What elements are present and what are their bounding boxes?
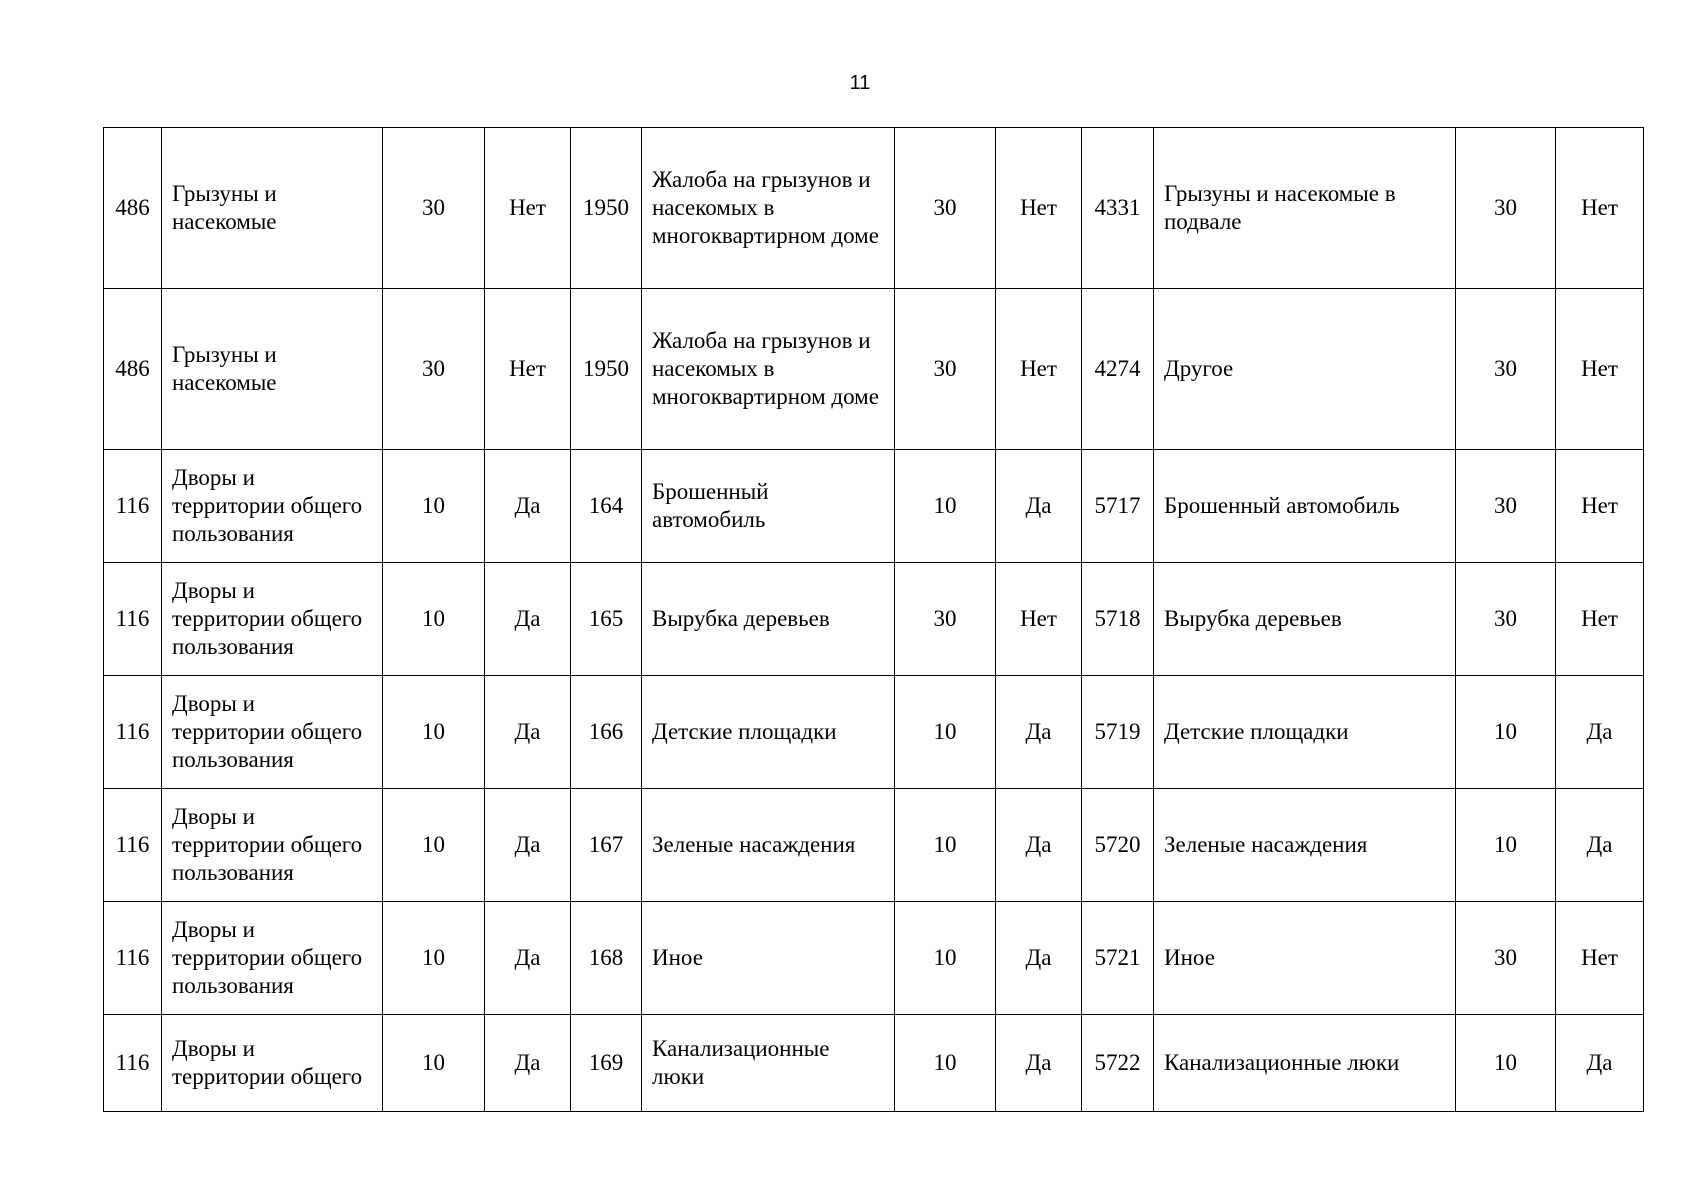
cell-days: 10 — [895, 902, 996, 1015]
table-row — [104, 563, 1644, 676]
cell-category: Грызуны и насекомые — [162, 289, 383, 450]
table-row — [104, 789, 1644, 902]
cell-topic: Грызуны и насекомые в подвале — [1154, 128, 1456, 289]
cell-subcategory: Детские площадки — [642, 676, 895, 789]
cell-days: 10 — [383, 676, 485, 789]
cell-flag: Нет — [1556, 902, 1644, 1015]
cell-flag: Нет — [485, 289, 571, 450]
cell-code: 167 — [571, 789, 642, 902]
cell-days: 10 — [895, 676, 996, 789]
cell-days: 10 — [1456, 1015, 1556, 1112]
cell-code: 164 — [571, 450, 642, 563]
cell-flag: Нет — [996, 563, 1082, 676]
cell-flag: Нет — [1556, 128, 1644, 289]
cell-code: 116 — [104, 563, 162, 676]
cell-days: 10 — [895, 789, 996, 902]
cell-subcategory: Брошенный автомобиль — [642, 450, 895, 563]
cell-days: 30 — [1456, 450, 1556, 563]
cell-days: 10 — [383, 450, 485, 563]
cell-days: 10 — [1456, 676, 1556, 789]
cell-code: 166 — [571, 676, 642, 789]
cell-code: 486 — [104, 128, 162, 289]
cell-code: 5718 — [1082, 563, 1154, 676]
cell-flag: Да — [485, 450, 571, 563]
cell-topic: Другое — [1154, 289, 1456, 450]
cell-days: 30 — [383, 128, 485, 289]
cell-flag: Да — [996, 450, 1082, 563]
cell-subcategory: Жалоба на грызунов и насекомых в многоквартирном доме — [642, 289, 895, 450]
cell-days: 10 — [895, 450, 996, 563]
cell-topic: Вырубка деревьев — [1154, 563, 1456, 676]
cell-flag: Да — [485, 563, 571, 676]
table-row — [104, 289, 1644, 450]
table-row — [104, 676, 1644, 789]
cell-category: Дворы и территории общего пользования — [162, 789, 383, 902]
cell-days: 10 — [383, 902, 485, 1015]
cell-days: 30 — [1456, 902, 1556, 1015]
cell-code: 5720 — [1082, 789, 1154, 902]
cell-days: 30 — [1456, 289, 1556, 450]
cell-code: 5722 — [1082, 1015, 1154, 1112]
cell-code: 1950 — [571, 289, 642, 450]
cell-flag: Нет — [485, 128, 571, 289]
cell-topic: Зеленые насаждения — [1154, 789, 1456, 902]
cell-code: 5719 — [1082, 676, 1154, 789]
cell-code: 169 — [571, 1015, 642, 1112]
cell-code: 116 — [104, 450, 162, 563]
cell-code: 5721 — [1082, 902, 1154, 1015]
cell-days: 10 — [1456, 789, 1556, 902]
cell-days: 10 — [383, 789, 485, 902]
cell-code: 486 — [104, 289, 162, 450]
cell-subcategory: Иное — [642, 902, 895, 1015]
cell-category: Дворы и территории общего пользования — [162, 902, 383, 1015]
table-row — [104, 1015, 1644, 1112]
cell-flag: Да — [1556, 1015, 1644, 1112]
cell-days: 30 — [895, 128, 996, 289]
cell-code: 4274 — [1082, 289, 1154, 450]
cell-subcategory: Жалоба на грызунов и насекомых в многоквартирном доме — [642, 128, 895, 289]
cell-code: 1950 — [571, 128, 642, 289]
cell-flag: Да — [996, 789, 1082, 902]
cell-days: 30 — [383, 289, 485, 450]
cell-subcategory: Канализационные люки — [642, 1015, 895, 1112]
page-number: 11 — [849, 72, 871, 94]
cell-category: Дворы и территории общего пользования — [162, 676, 383, 789]
table-row — [104, 902, 1644, 1015]
cell-flag: Нет — [996, 289, 1082, 450]
cell-topic: Канализационные люки — [1154, 1015, 1456, 1112]
cell-days: 10 — [383, 563, 485, 676]
cell-flag: Да — [996, 902, 1082, 1015]
cell-flag: Да — [485, 789, 571, 902]
cell-topic: Брошенный автомобиль — [1154, 450, 1456, 563]
cell-category — [162, 1015, 383, 1112]
cell-subcategory: Зеленые насаждения — [642, 789, 895, 902]
cell-category: Дворы и территории общего пользования — [162, 563, 383, 676]
cell-code: 116 — [104, 676, 162, 789]
cell-days: 10 — [383, 1015, 485, 1112]
cell-code: 116 — [104, 902, 162, 1015]
data-table — [103, 127, 1644, 1112]
cell-days: 30 — [895, 289, 996, 450]
cell-code: 5717 — [1082, 450, 1154, 563]
cell-flag: Да — [1556, 789, 1644, 902]
table-row — [104, 450, 1644, 563]
cell-flag: Да — [485, 1015, 571, 1112]
cell-code: 116 — [104, 1015, 162, 1112]
cell-flag: Нет — [996, 128, 1082, 289]
cell-subcategory: Вырубка деревьев — [642, 563, 895, 676]
cell-flag: Нет — [1556, 450, 1644, 563]
cell-days: 10 — [895, 1015, 996, 1112]
cell-topic: Иное — [1154, 902, 1456, 1015]
cell-flag: Да — [485, 902, 571, 1015]
cell-code: 165 — [571, 563, 642, 676]
cell-flag: Да — [996, 676, 1082, 789]
cell-flag: Нет — [1556, 289, 1644, 450]
cell-days: 30 — [1456, 563, 1556, 676]
cell-topic: Детские площадки — [1154, 676, 1456, 789]
cell-code: 4331 — [1082, 128, 1154, 289]
cell-category-text: Дворы и территории общего — [172, 1036, 363, 1089]
cell-code: 168 — [571, 902, 642, 1015]
cell-category: Дворы и территории общего пользования — [162, 450, 383, 563]
cell-code: 116 — [104, 789, 162, 902]
cell-flag: Да — [1556, 676, 1644, 789]
cell-days: 30 — [1456, 128, 1556, 289]
cell-flag: Нет — [1556, 563, 1644, 676]
cell-days: 30 — [895, 563, 996, 676]
cell-category: Грызуны и насекомые — [162, 128, 383, 289]
table-row — [104, 128, 1644, 289]
cell-flag: Да — [996, 1015, 1082, 1112]
cell-flag: Да — [485, 676, 571, 789]
